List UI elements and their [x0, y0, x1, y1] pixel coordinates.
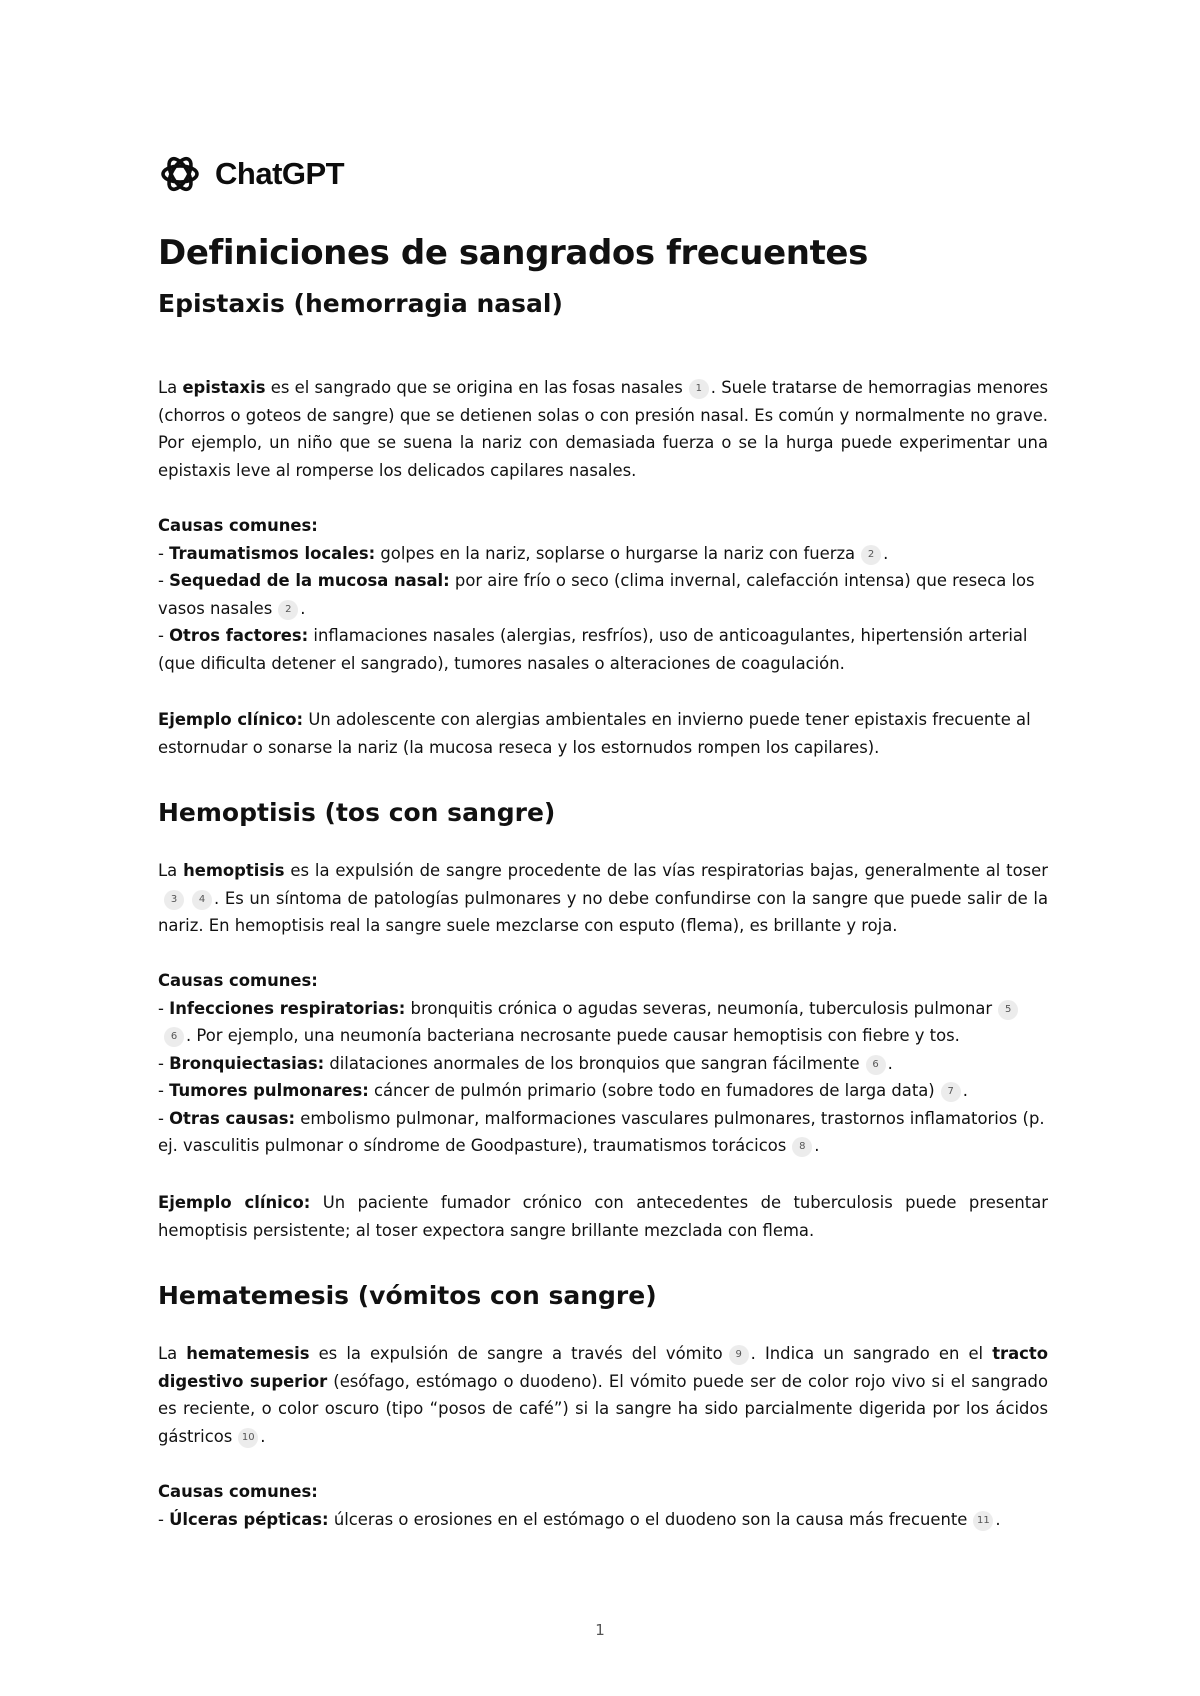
term-hemoptisis: hemoptisis — [183, 861, 285, 880]
paragraph-hematemesis-intro: La hematemesis es la expulsión de sangre a través del vómito 9 . Indica un sangrado en el tracto digestivo superior (esófago, estómago o duodeno). El vómito puede ser de color rojo vivo si el sangrado es reciente, o color oscuro (tipo “posos de café”) si la sangre ha sido parcialmente digerida por los ácidos gástricos 10 . — [158, 1344, 1048, 1446]
causes-list-epistaxis — [158, 512, 1048, 677]
list-item: - Sequedad de la mucosa nasal: por aire frío o seco (clima invernal, calefacción intensa) que reseca los vasos nasales 2 . — [158, 571, 1035, 618]
paragraph-hemoptisis-example: Ejemplo clínico: Un paciente fumador crónico con antecedentes de tuberculosis puede presentar hemoptisis persistente; al toser expectora sangre brillante mezclada con flema. — [158, 1193, 1048, 1240]
term-tracto-digestivo: tracto digestivo superior — [158, 1344, 1048, 1391]
citation-badge[interactable]: 6 — [866, 1055, 886, 1075]
citation-badge[interactable]: 3 — [164, 890, 184, 910]
paragraph-epistaxis-example: Ejemplo clínico: Un adolescente con alergias ambientales en invierno puede tener epistaxis frecuente al estornudar o sonarse la nariz (la mucosa reseca y los estornudos rompen los capilares). — [158, 710, 1031, 757]
citation-badge[interactable]: 2 — [861, 545, 881, 565]
list-item: - Bronquiectasias: dilataciones anormales de los bronquios que sangran fácilmente 6 . — [158, 1053, 893, 1073]
page-title: Definiciones de sangrados frecuentes — [158, 233, 868, 273]
page-number: 1 — [595, 1621, 605, 1639]
list-item: - Infecciones respiratorias: bronquitis crónica o agudas severas, neumonía, tuberculosis pulmonar 56 . Por ejemplo, una neumonía bacteriana necrosante puede causar hemoptisis con fiebre y tos. — [158, 995, 1048, 1050]
list-item: - Úlceras pépticas: úlceras o erosiones en el estómago o el duodeno son la causa más frecuente 11 . — [158, 1509, 1001, 1529]
causes-label: Causas comunes: — [158, 1482, 318, 1501]
brand-name: ChatGPT — [215, 156, 345, 191]
citation-badge[interactable]: 7 — [941, 1082, 961, 1102]
citation-badge[interactable]: 6 — [164, 1027, 184, 1047]
term-hematemesis: hematemesis — [186, 1344, 310, 1363]
list-item: - Otros factores: inflamaciones nasales (alergias, resfríos), uso de anticoagulantes, hipertensión arterial (que dificulta detener el sangrado), tumores nasales o alteraciones de coagulación. — [158, 626, 1028, 673]
list-item: - Otras causas: embolismo pulmonar, malformaciones vasculares pulmonares, trastornos inflamatorios (p. ej. vasculitis pulmonar o síndrome de Goodpasture), traumatismos torácicos 8 . — [158, 1108, 1045, 1155]
citation-badge[interactable]: 10 — [238, 1428, 258, 1448]
causes-list-hematemesis — [158, 1478, 1048, 1533]
list-item: - Tumores pulmonares: cáncer de pulmón primario (sobre todo en fumadores de larga data) 7 . — [158, 1081, 968, 1100]
citation-badge[interactable]: 11 — [973, 1511, 993, 1531]
brand-header — [158, 152, 344, 196]
citation-badge[interactable]: 5 — [998, 1000, 1018, 1020]
paragraph-hemoptisis-intro: La hemoptisis es la expulsión de sangre procedente de las vías respiratorias bajas, generalmente al toser3 4 . Es un síntoma de patologías pulmonares y no debe confundirse con la sangre que puede salir de la nariz. En hemoptisis real la sangre suele mezclarse con esputo (flema), es brillante y roja. — [158, 861, 1048, 935]
citation-badge[interactable]: 4 — [192, 890, 212, 910]
section-heading-epistaxis: Epistaxis (hemorragia nasal) — [158, 289, 563, 318]
term-epistaxis: epistaxis — [182, 378, 266, 397]
citation-badge[interactable]: 1 — [689, 379, 709, 399]
causes-list-hemoptisis — [158, 967, 1048, 1160]
citation-badge[interactable]: 8 — [792, 1137, 812, 1157]
citation-badge[interactable]: 2 — [278, 600, 298, 620]
list-item: - Traumatismos locales: golpes en la nariz, soplarse o hurgarse la nariz con fuerza 2 . — [158, 543, 889, 563]
paragraph-epistaxis-intro: La epistaxis es el sangrado que se origina en las fosas nasales 1 . Suele tratarse de hemorragias menores (chorros o goteos de sangre) que se detienen solas o con presión nasal. Es común y normalmente no grave. Por ejemplo, un niño que se suena la nariz con demasiada fuerza o se la hurga puede experimentar una epistaxis leve al romperse los delicados capilares nasales. — [158, 378, 1049, 480]
causes-label: Causas comunes: — [158, 516, 318, 535]
section-heading-hemoptisis: Hemoptisis (tos con sangre) — [158, 798, 556, 827]
section-heading-hematemesis: Hematemesis (vómitos con sangre) — [158, 1281, 657, 1310]
causes-label: Causas comunes: — [158, 971, 318, 990]
openai-knot-icon — [158, 152, 202, 196]
citation-badge[interactable]: 9 — [729, 1345, 749, 1365]
